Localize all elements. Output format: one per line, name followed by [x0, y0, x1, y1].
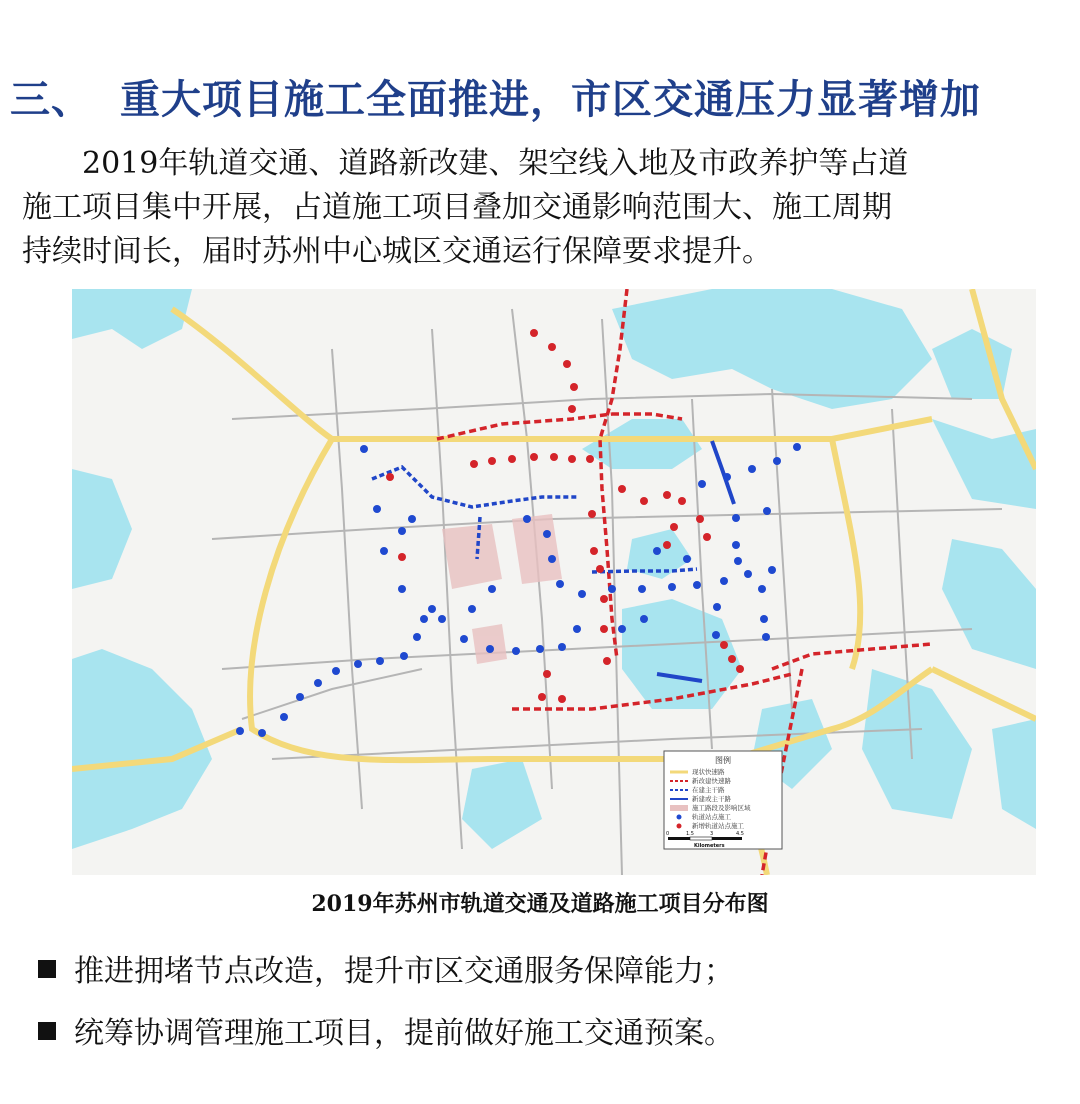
scale-tick-1: 1.5 — [686, 831, 694, 837]
bullet-square-icon — [38, 1022, 56, 1040]
paragraph-line-2: 施工项目集中开展，占道施工项目叠加交通影响范围大、施工周期 — [22, 190, 892, 225]
scale-unit: Kilometers — [694, 843, 725, 849]
legend-item-5: 施工路段及影响区域 — [692, 804, 751, 812]
scale-tick-0: 0 — [666, 831, 670, 837]
section-heading — [10, 68, 1070, 128]
intro-paragraph — [22, 142, 1042, 274]
scale-tick-3: 4.5 — [736, 831, 744, 837]
section-title: 重大项目施工全面推进，市区交通压力显著增加 — [120, 77, 981, 123]
legend-item-2: 新改建快速路 — [692, 777, 731, 785]
legend-item-7: 新增轨道站点施工 — [692, 822, 744, 830]
bullet-item: 统筹协调管理施工项目，提前做好施工交通预案。 — [38, 1008, 734, 1052]
paragraph-line-3: 持续时间长，届时苏州中心城区交通运行保障要求提升。 — [22, 234, 772, 269]
legend-item-3: 在建主干路 — [692, 786, 725, 794]
scale-tick-2: 3 — [710, 831, 714, 837]
bullet-square-icon — [38, 960, 56, 978]
legend-title: 图例 — [715, 756, 731, 765]
legend-item-4: 新建或主干路 — [692, 795, 731, 803]
bullet-item: 推进拥堵节点改造，提升市区交通服务保障能力； — [38, 946, 734, 990]
paragraph-line-1: 2019年轨道交通、道路新改建、架空线入地及市政养护等占道 — [82, 146, 909, 181]
legend-item-1: 现状快速路 — [692, 768, 725, 776]
legend-item-6: 轨道站点施工 — [692, 813, 731, 821]
construction-map — [72, 289, 1036, 875]
section-number: 三、 — [10, 77, 92, 123]
map-caption: 2019年苏州市轨道交通及道路施工项目分布图 — [311, 891, 769, 917]
map-legend — [664, 751, 782, 849]
